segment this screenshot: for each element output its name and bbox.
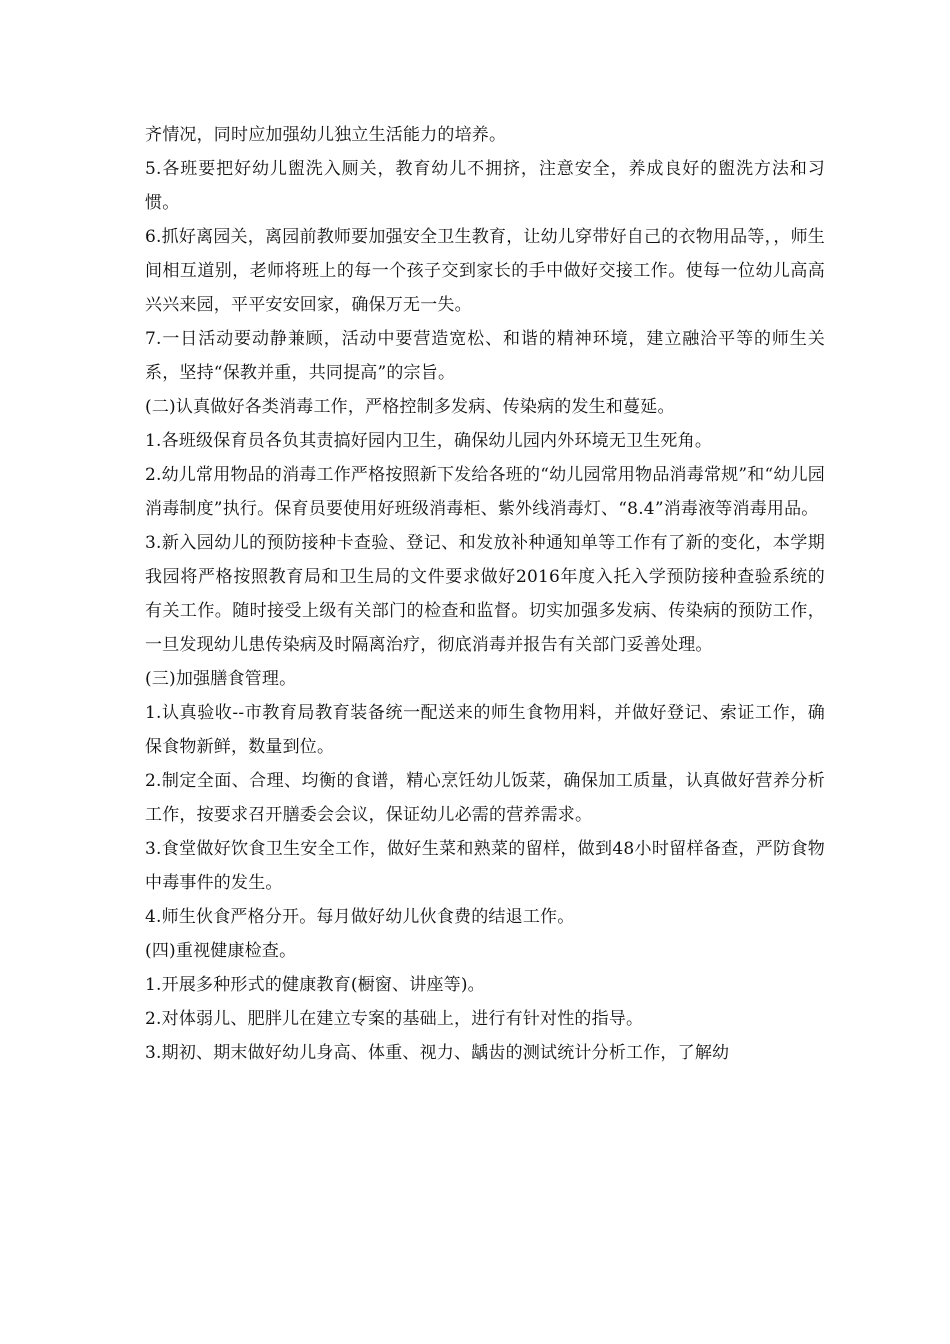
paragraph-disinfection-1: 1.各班级保育员各负其责搞好园内卫生，确保幼儿园内外环境无卫生死角。 [145, 431, 713, 451]
paragraph-health-3: 3.期初、期末做好幼儿身高、体重、视力、龋齿的测试统计分析工作，了解幼 [145, 1043, 730, 1063]
paragraph-health-2: 2.对体弱儿、肥胖儿在建立专案的基础上，进行有针对性的指导。 [145, 1009, 644, 1029]
section-heading-meals: (三)加强膳食管理。 [145, 669, 297, 689]
section-heading-health: (四)重视健康检查。 [145, 941, 297, 961]
paragraph-meals-1: 1.认真验收--市教育局教育装备统一配送来的师生食物用料，并做好登记、索证工作，确保食物新鲜，数量到位。 [145, 703, 825, 757]
paragraph-continuation: 齐情况，同时应加强幼儿独立生活能力的培养。 [145, 125, 507, 145]
paragraph-item-5: 5.各班要把好幼儿盥洗入厕关，教育幼儿不拥挤，注意安全，养成良好的盥洗方法和习惯。 [145, 159, 825, 213]
document-body [145, 118, 825, 1070]
paragraph-meals-3: 3.食堂做好饮食卫生安全工作，做好生菜和熟菜的留样，做到48小时留样备查，严防食物中毒事件的发生。 [145, 839, 825, 893]
paragraph-disinfection-2: 2.幼儿常用物品的消毒工作严格按照新下发给各班的“幼儿园常用物品消毒常规”和“幼儿园消毒制度”执行。保育员要使用好班级消毒柜、紫外线消毒灯、“8.4”消毒液等消毒用品。 [145, 465, 825, 519]
paragraph-disinfection-3: 3.新入园幼儿的预防接种卡查验、登记、和发放补种通知单等工作有了新的变化，本学期我园将严格按照教育局和卫生局的文件要求做好2016年度入托入学预防接种查验系统的有关工作。随时接受上级有关部门的检查和监督。切实加强多发病、传染病的预防工作，一旦发现幼儿患传染病及时隔离治疗，彻底消毒并报告有关部门妥善处理。 [145, 533, 825, 655]
section-heading-disinfection: (二)认真做好各类消毒工作，严格控制多发病、传染病的发生和蔓延。 [145, 397, 675, 417]
paragraph-meals-4: 4.师生伙食严格分开。每月做好幼儿伙食费的结退工作。 [145, 907, 575, 927]
paragraph-item-7: 7.一日活动要动静兼顾，活动中要营造宽松、和谐的精神环境，建立融洽平等的师生关系，坚持“保教并重，共同提高”的宗旨。 [145, 329, 825, 383]
paragraph-meals-2: 2.制定全面、合理、均衡的食谱，精心烹饪幼儿饭菜，确保加工质量，认真做好营养分析工作，按要求召开膳委会会议，保证幼儿必需的营养需求。 [145, 771, 825, 825]
paragraph-item-6: 6.抓好离园关，离园前教师要加强安全卫生教育，让幼儿穿带好自己的衣物用品等，，师生间相互道别，老师将班上的每一个孩子交到家长的手中做好交接工作。使每一位幼儿高高兴兴来园，平平安安回家，确保万无一失。 [145, 227, 825, 315]
paragraph-health-1: 1.开展多种形式的健康教育(橱窗、讲座等)。 [145, 975, 485, 995]
